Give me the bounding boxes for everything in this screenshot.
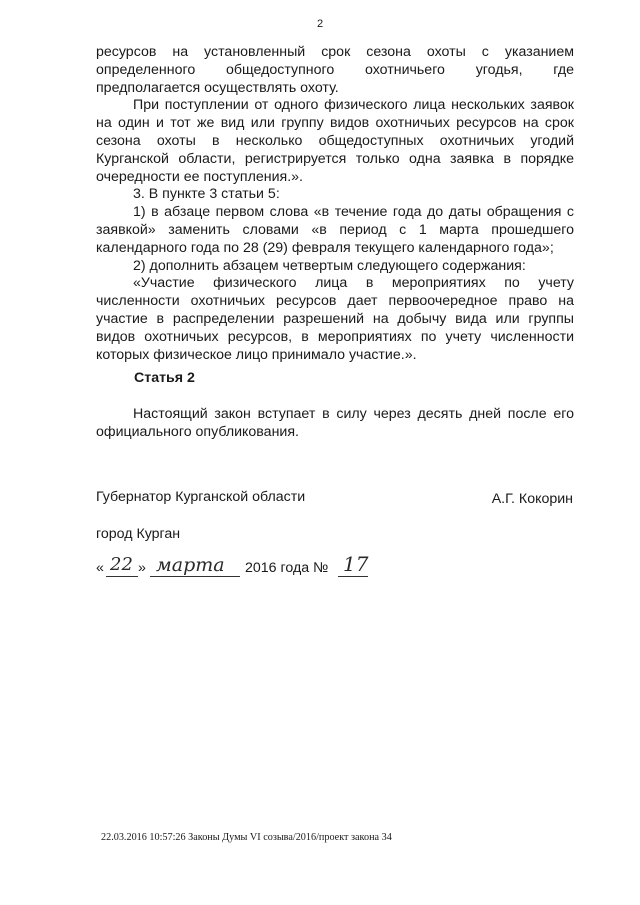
city-of-signing: город Курган <box>96 526 181 542</box>
date-year-label: 2016 года № <box>245 560 329 576</box>
page-number: 2 <box>316 18 324 30</box>
paragraph-subitem-2: 2) дополнить абзацем четвертым следующего содержания: <box>133 257 526 274</box>
date-month-underline <box>150 576 240 577</box>
paragraph-new-clause: «Участие физического лица в мероприятиях по учету численности охотничьих ресурсов дает первоочередное право на участие в распределении разрешений на добычу вида или группы видов охотничьих ресурсов, в мероприятиях по учету численности которых физическое лицо принимало участие.». <box>96 275 574 363</box>
article-2-text: Настоящий закон вступает в силу через десять дней после его официального опубликования. <box>96 406 574 440</box>
document-footer-stamp: 22.03.2016 10:57:26 Законы Думы VI созыва/2016/проект закона 34 <box>101 832 392 843</box>
signatory-title: Губернатор Курганской области <box>96 489 306 505</box>
date-month-handwritten: марта <box>156 554 225 576</box>
date-day-underline <box>106 576 138 577</box>
date-close-quote: » <box>138 560 146 576</box>
date-and-number-line <box>96 554 396 584</box>
signatory-name: А.Г. Кокорин <box>491 491 573 507</box>
paragraph-multiple-applications: При поступлении от одного физического лица нескольких заявок на один и тот же вид или группу видов охотничьих ресурсов на срок сезона охоты в несколько общедоступных охотничьих угодий Курганской области, регистрируется только одна заявка в порядке очередности ее поступления.». <box>96 97 574 185</box>
paragraph-subitem-1: 1) в абзаце первом слова «в течение года до даты обращения с заявкой» заменить словами «в период с 1 марта прошедшего календарного года по 28 (29) февраля текущего календарного года»; <box>96 204 574 256</box>
law-number-underline <box>338 576 368 577</box>
date-open-quote: « <box>96 560 104 576</box>
paragraph-continuation: ресурсов на установленный срок сезона охоты с указанием определенного общедоступного охотничьего угодья, где предполагается осуществлять охоту. <box>96 44 574 96</box>
paragraph-item-3: 3. В пункте 3 статьи 5: <box>133 186 280 203</box>
article-2-heading: Статья 2 <box>134 370 195 386</box>
law-text-body <box>96 44 574 364</box>
law-number-handwritten: 17 <box>343 552 369 576</box>
date-day-handwritten: 22 <box>110 554 133 575</box>
